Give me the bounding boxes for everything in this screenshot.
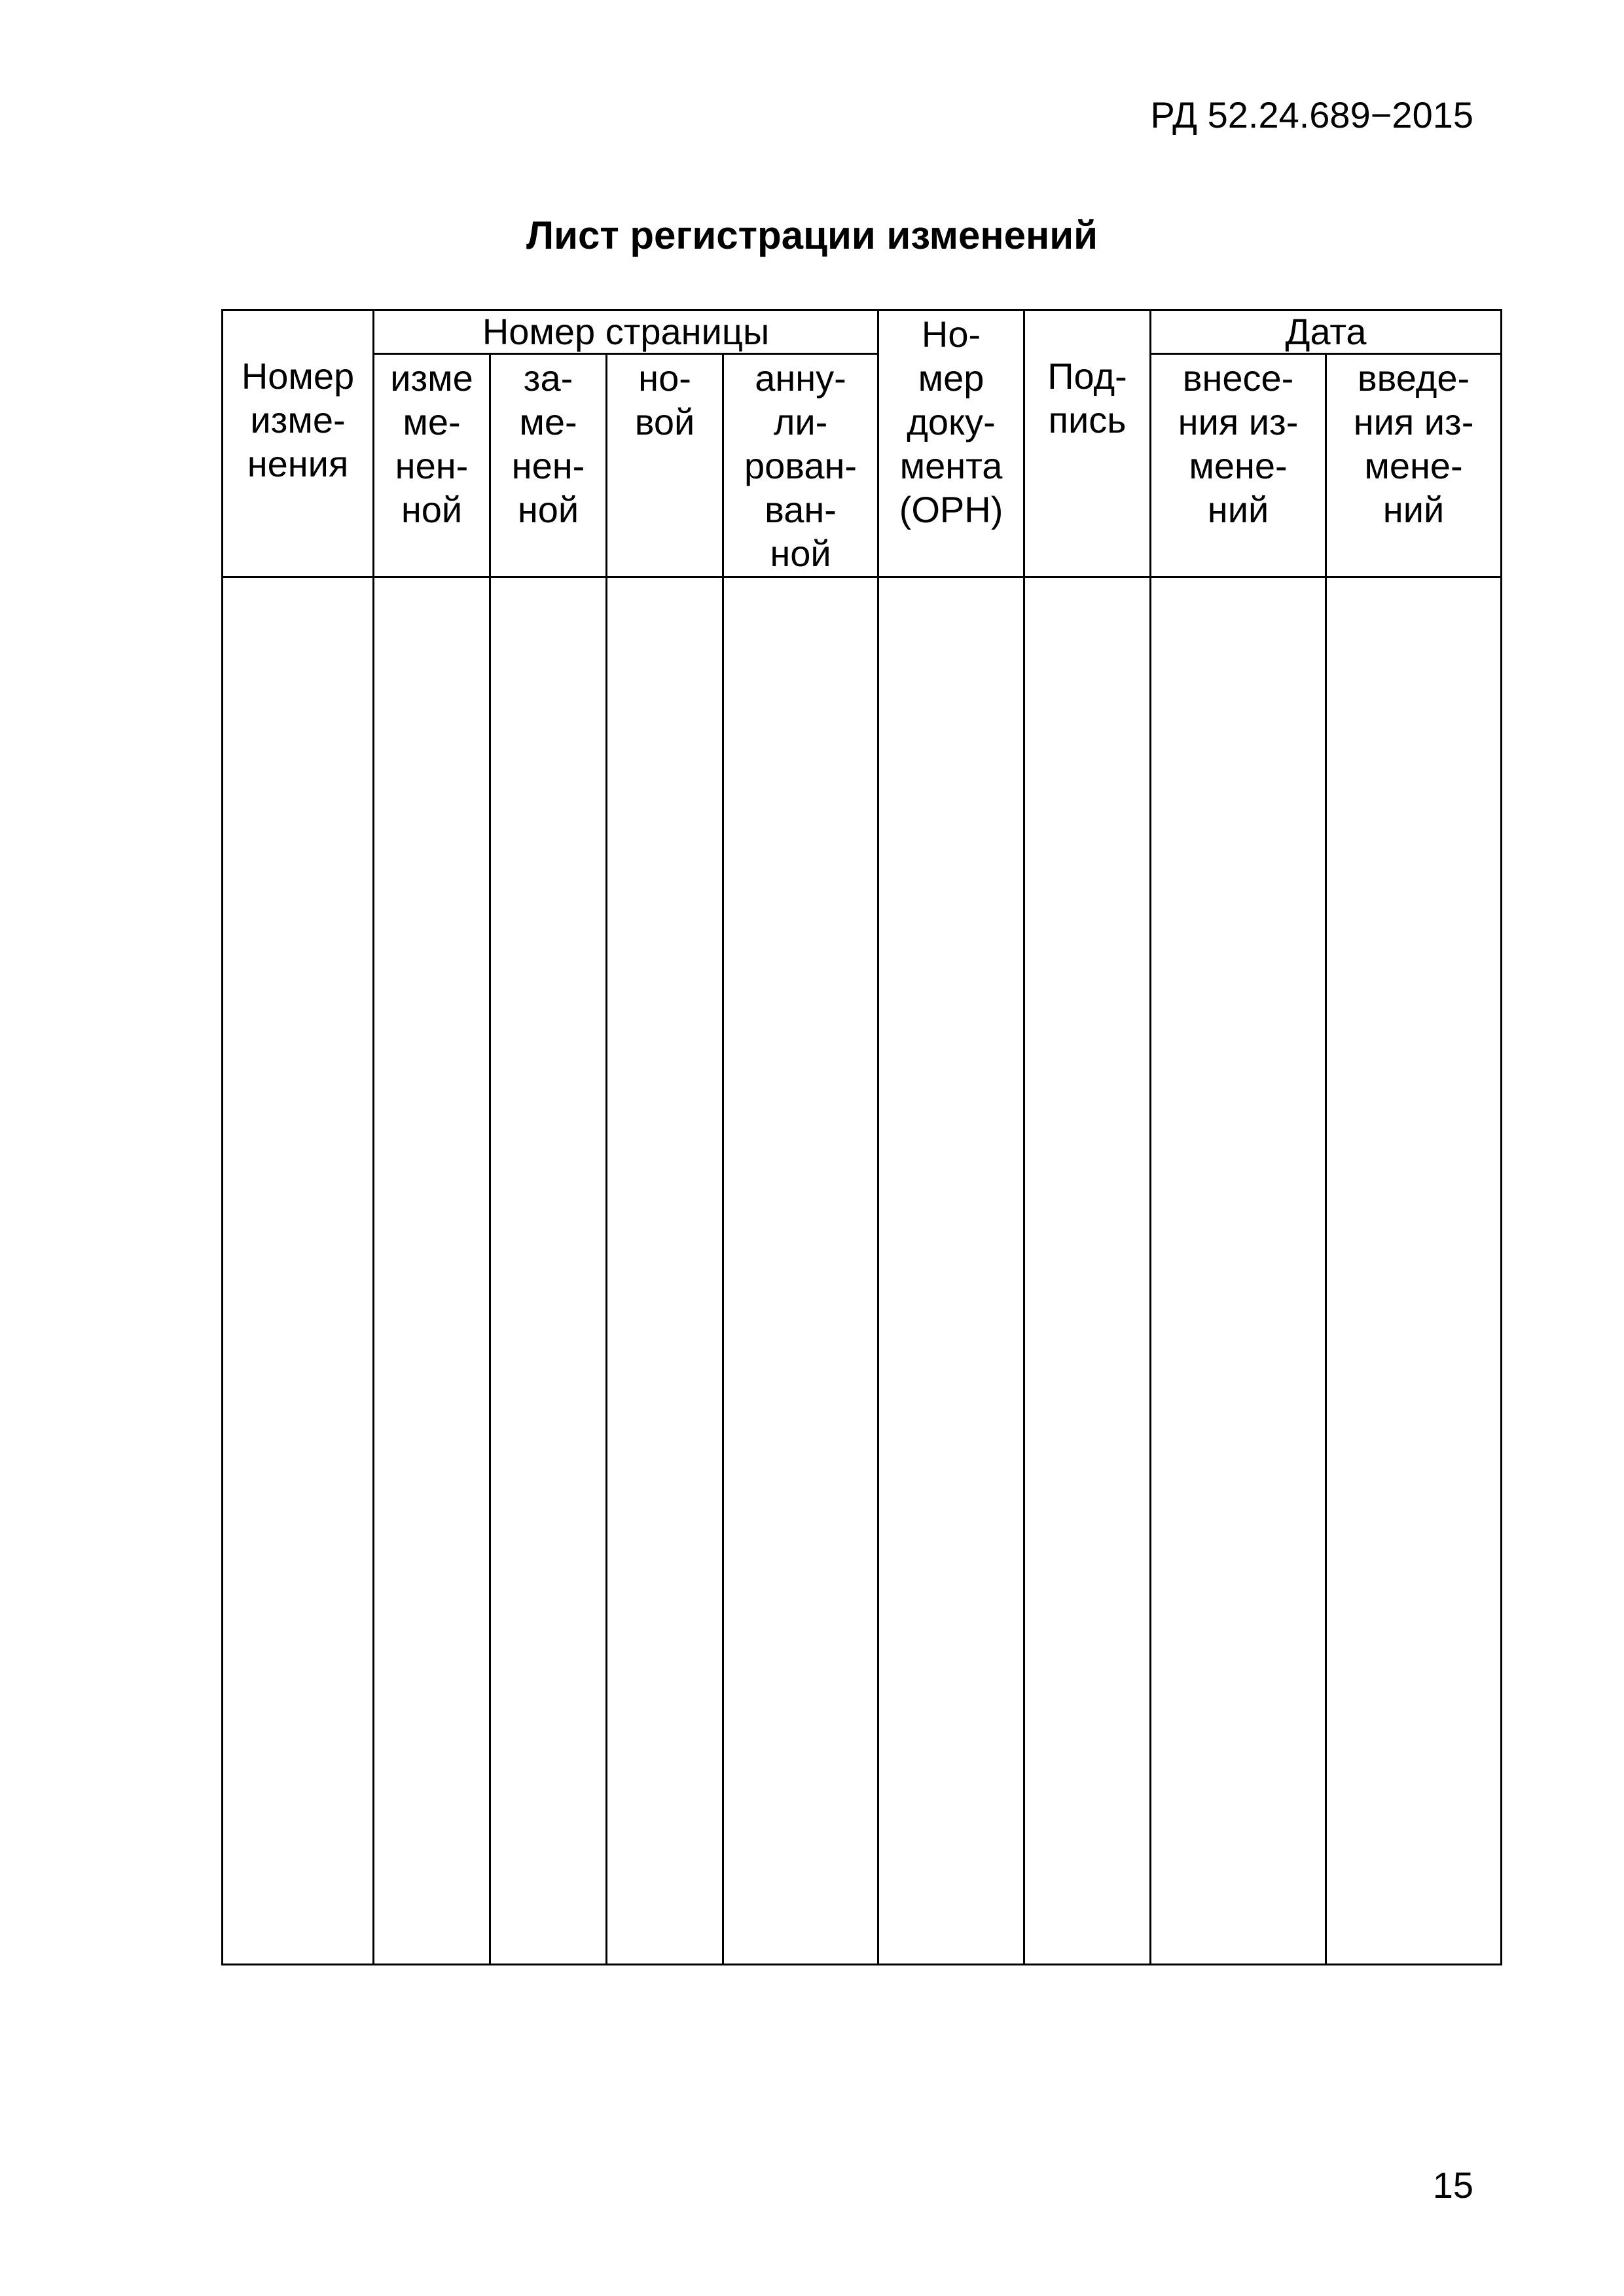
header-change-number	[223, 310, 374, 577]
header-annulled-page-line: ван-	[765, 489, 837, 530]
table-cell	[490, 577, 607, 1965]
header-signature-line: Под-	[1047, 355, 1127, 397]
header-annulled-page-line: ли-	[773, 401, 828, 442]
header-new-page	[607, 354, 723, 577]
header-replaced-page-line: за-	[523, 357, 573, 399]
document-code: РД 52.24.689−2015	[1150, 94, 1473, 135]
header-document-number-line: мента	[899, 445, 1003, 486]
page-title: Лист регистрации изменений	[526, 213, 1098, 257]
header-changed-page-line: ме-	[403, 401, 461, 442]
header-changed-page-line: ной	[401, 489, 463, 530]
table-cell	[723, 577, 878, 1965]
header-signature-line: пись	[1048, 399, 1127, 440]
header-annulled-page-line: рован-	[744, 445, 857, 486]
header-date-effect-line: мене-	[1364, 445, 1463, 486]
header-changed-page	[374, 354, 490, 577]
header-annulled-page-line: ной	[770, 533, 831, 574]
header-document-number-line: мер	[918, 357, 984, 399]
header-replaced-page-line: ме-	[519, 401, 577, 442]
header-date-effect-line: ний	[1382, 489, 1445, 530]
table-cell	[223, 577, 374, 1965]
table-row	[223, 577, 1502, 1965]
header-change-number-line: нения	[247, 443, 349, 484]
header-date-effect-line: введе-	[1357, 357, 1470, 399]
header-date-entry	[1151, 354, 1326, 577]
header-replaced-page-line: ной	[517, 489, 579, 530]
header-page-number-group: Номер страницы	[374, 310, 878, 354]
header-date-entry-line: внесе-	[1182, 357, 1294, 399]
header-annulled-page	[723, 354, 878, 577]
page-number: 15	[1432, 2164, 1473, 2206]
header-document-number-line: (ОРН)	[899, 489, 1003, 530]
header-date-entry-line: мене-	[1189, 445, 1288, 486]
header-replaced-page-line: нен-	[511, 445, 585, 486]
table-cell	[1326, 577, 1502, 1965]
change-registration-table	[221, 309, 1502, 1965]
header-date-effect-line: ния из-	[1353, 401, 1474, 442]
header-new-page-line: вой	[634, 401, 695, 442]
header-date-group: Дата	[1151, 310, 1502, 354]
header-document-number-line: Но-	[921, 314, 981, 355]
header-new-page-line: но-	[638, 357, 691, 399]
table-cell	[1024, 577, 1151, 1965]
header-document-number-line: доку-	[907, 401, 996, 442]
header-date-entry-line: ния из-	[1178, 401, 1299, 442]
header-signature	[1024, 310, 1151, 577]
header-replaced-page	[490, 354, 607, 577]
table-cell	[1151, 577, 1326, 1965]
table-cell	[607, 577, 723, 1965]
header-date-entry-line: ний	[1207, 489, 1269, 530]
table-cell	[878, 577, 1024, 1965]
table-cell	[374, 577, 490, 1965]
header-date-effect	[1326, 354, 1502, 577]
header-annulled-page-line: анну-	[755, 357, 846, 399]
header-document-number	[878, 310, 1024, 577]
header-change-number-line: Номер	[241, 355, 355, 397]
header-changed-page-line: нен-	[395, 445, 469, 486]
header-changed-page-line: изме	[390, 357, 473, 399]
header-change-number-line: изме-	[250, 399, 346, 440]
